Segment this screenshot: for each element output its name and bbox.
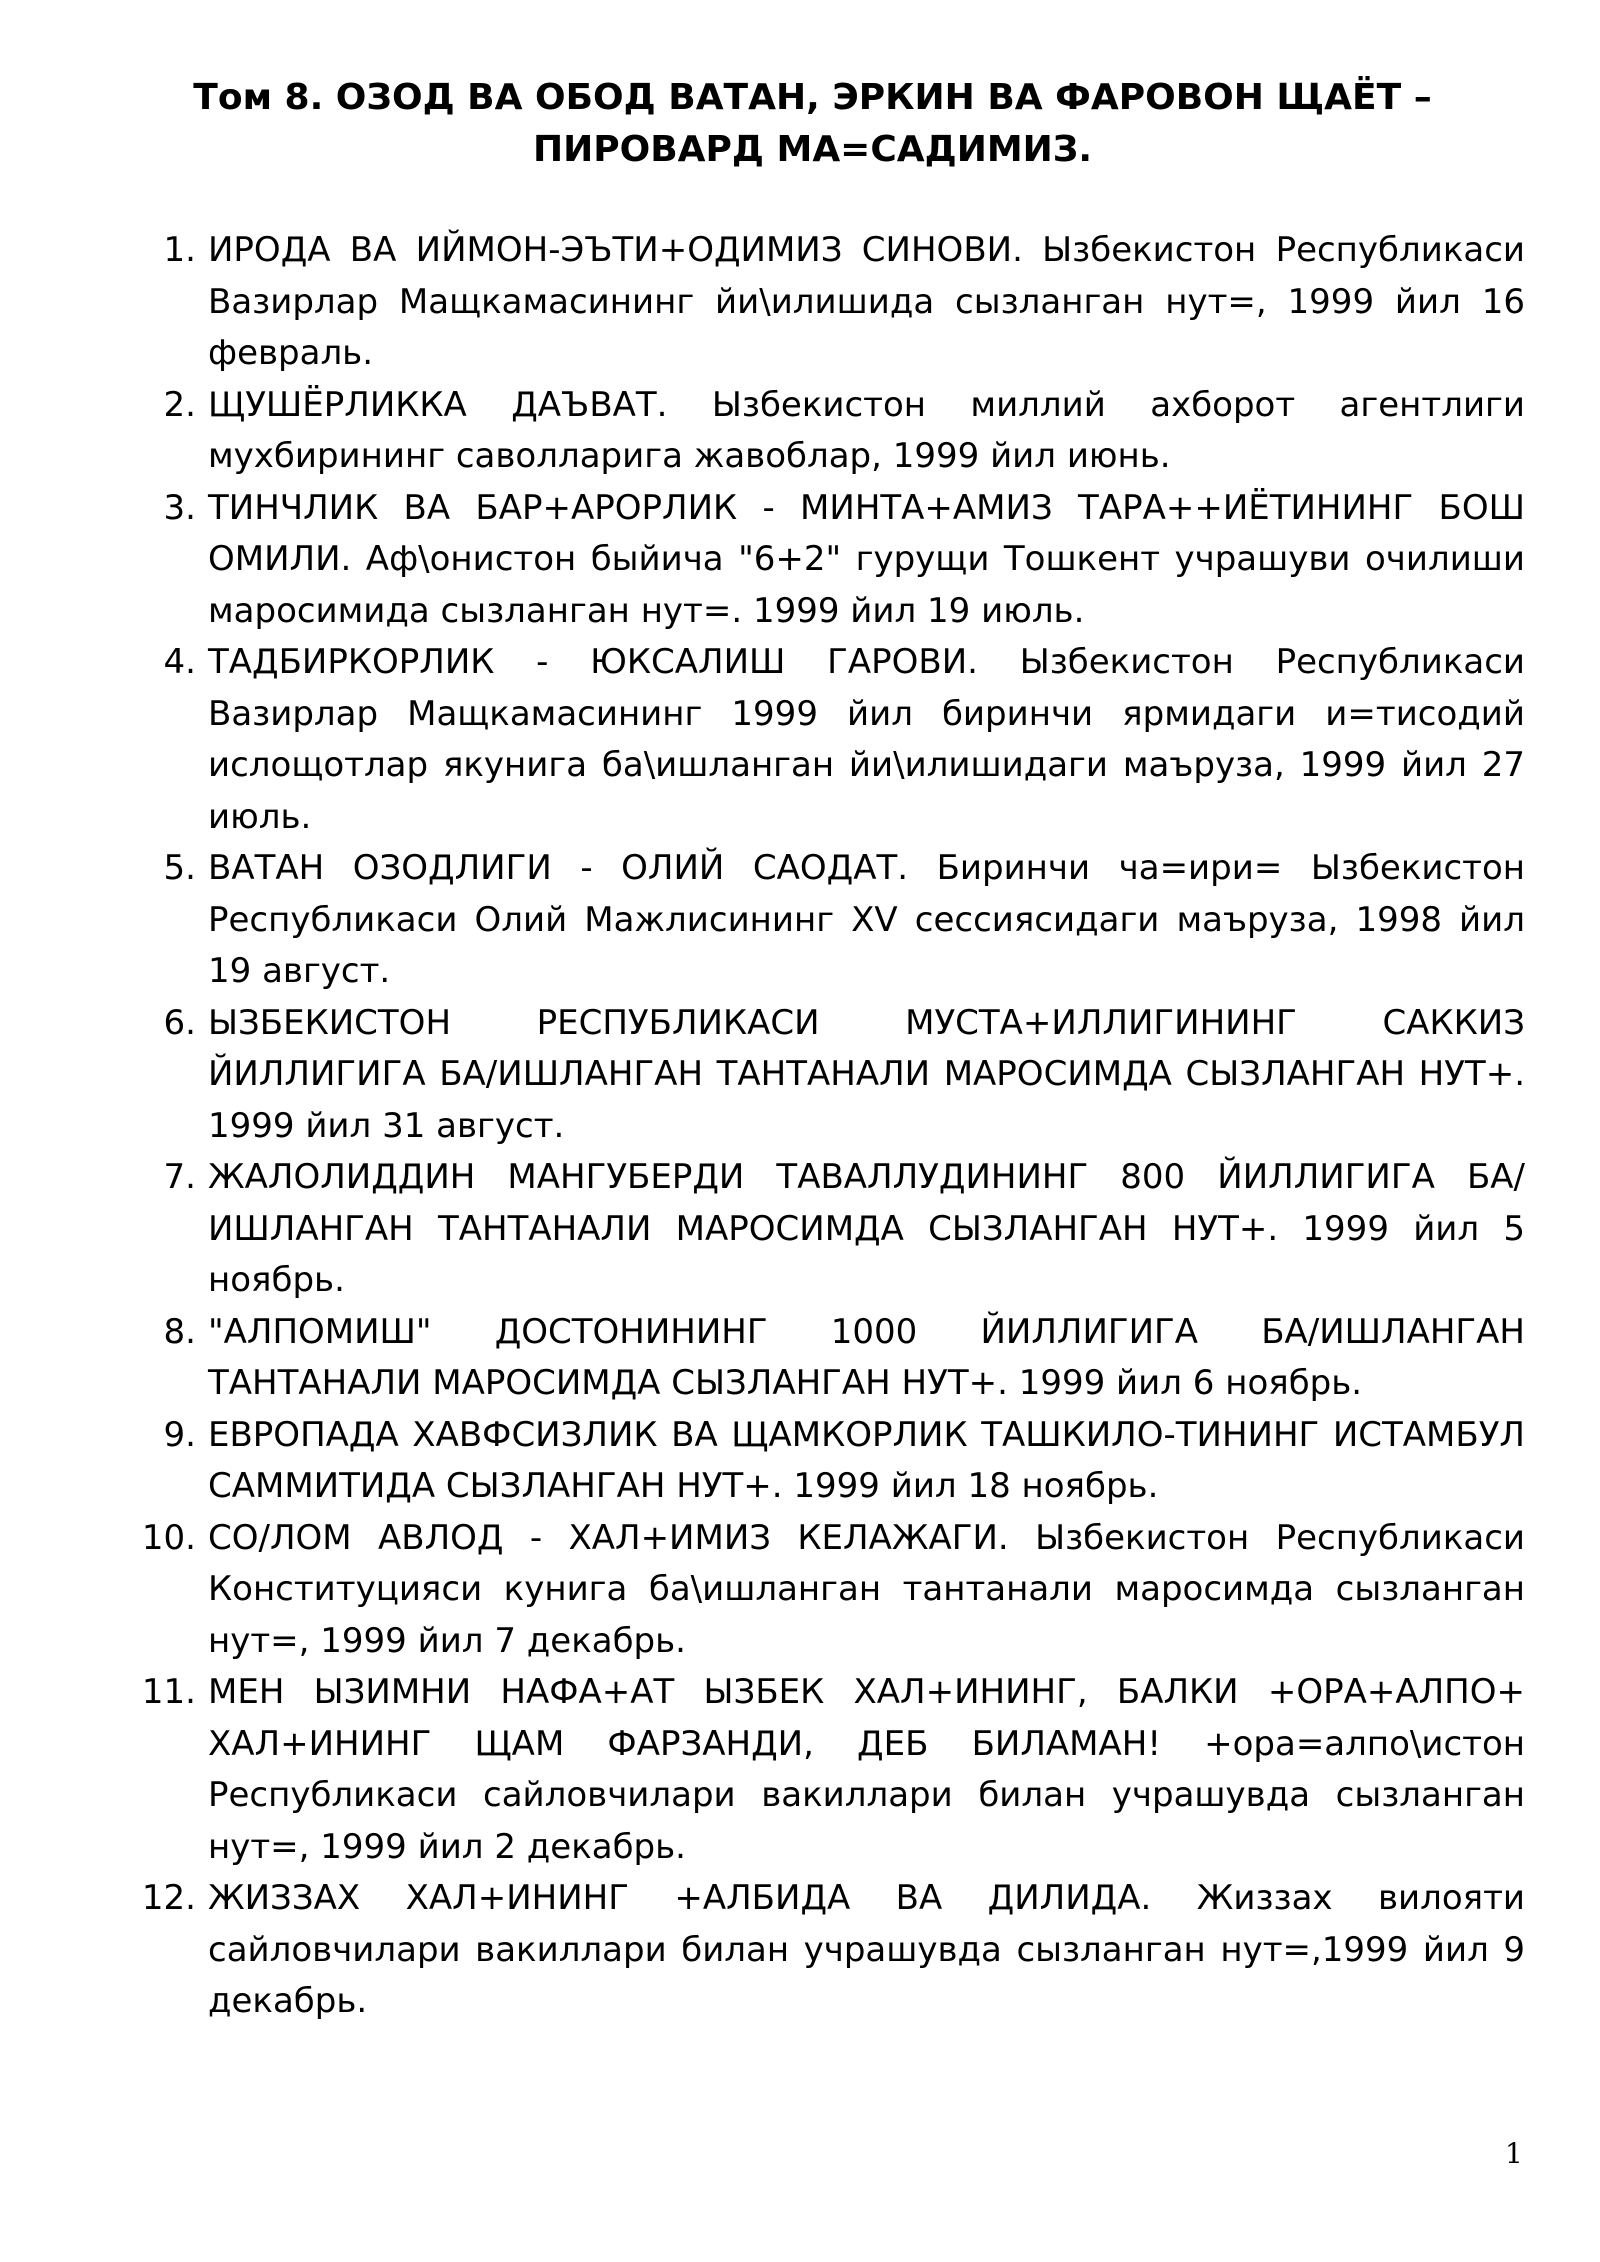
item-number: 9. (163, 1414, 196, 1455)
item-text: ВАТАН ОЗОДЛИГИ - ОЛИЙ САОДАТ. Биринчи ча=ири= Ызбекистон Республикаси Олий Мажлисининг XV сессиясидаги маъруза, 1998 йил 19 август. (208, 848, 1525, 991)
item-text: МЕН ЫЗИМНИ НАФА+АТ ЫЗБЕК ХАЛ+ИНИНГ, БАЛКИ +ОРА+АЛПО+ ХАЛ+ИНИНГ ЩАМ ФАРЗАНДИ, ДЕБ БИЛАМАН! +ора=алпо\истон Республикаси сайловчилари вакиллари билан учрашувда сызланган нут=, 1999 йил 2 декабрь. (208, 1672, 1525, 1867)
item-text: СО/ЛОМ АВЛОД - ХАЛ+ИМИЗ КЕЛАЖАГИ. Ызбекистон Республикаси Конституцияси кунига ба\ишланган тантанали маросимда сызланган нут=, 1999 йил 7 декабрь. (208, 1517, 1525, 1661)
item-text: ЖИЗЗАХ ХАЛ+ИНИНГ +АЛБИДА ВА ДИЛИДА. Жиззах вилояти сайловчилари вакиллари билан учрашувда сызланган нут=,1999 йил 9 декабрь. (208, 1878, 1525, 2021)
item-text: ЕВРОПАДА ХАВФСИЗЛИК ВА ЩАМКОРЛИК ТАШКИЛО-ТИНИНГ ИСТАМБУЛ САММИТИДА СЫЗЛАНГАН НУТ+. 1999 йил 18 ноябрь. (208, 1414, 1525, 1506)
item-text: "АЛПОМИШ" ДОСТОНИНИНГ 1000 ЙИЛЛИГИГА БА/ИШЛАНГАН ТАНТАНАЛИ МАРОСИМДА СЫЗЛАНГАН НУТ+. 1999 йил 6 ноябрь. (208, 1311, 1525, 1403)
item-text: ЩУШЁРЛИККА ДАЪВАТ. Ызбекистон миллий ахборот агентлиги мухбирининг саволларига жавоблар, 1999 йил июнь. (208, 384, 1525, 476)
list-item (140, 843, 1525, 998)
page-number: 1 (1505, 2137, 1523, 2170)
item-number: 3. (163, 487, 196, 528)
list-item (140, 1667, 1525, 1873)
item-text: ЫЗБЕКИСТОН РЕСПУБЛИКАСИ МУСТА+ИЛЛИГИНИНГ САККИЗ ЙИЛЛИГИГА БА/ИШЛАНГАН ТАНТАНАЛИ МАРОСИМДА СЫЗЛАНГАН НУТ+. 1999 йил 31 август. (208, 1002, 1525, 1146)
item-number: 7. (163, 1157, 196, 1197)
item-number: 8. (163, 1311, 196, 1352)
item-text: ЖАЛОЛИДДИН МАНГУБЕРДИ ТАВАЛЛУДИНИНГ 800 ЙИЛЛИГИГА БА/ИШЛАНГАН ТАНТАНАЛИ МАРОСИМДА СЫЗЛАНГАН НУТ+. 1999 йил 5 ноябрь. (208, 1157, 1525, 1300)
item-number: 11. (141, 1672, 196, 1712)
page-title: Том 8. ОЗОД ВА ОБОД ВАТАН, ЭРКИН ВА ФАРОВОН ЩАЁТ – ПИРОВАРД МА=САДИМИЗ. (193, 77, 1432, 170)
list-item (140, 1410, 1525, 1513)
item-text: ИРОДА ВА ИЙМОН-ЭЪТИ+ОДИМИЗ СИНОВИ. Ызбекистон Республикаси Вазирлар Мащкамасининг йи\илишида сызланган нут=, 1999 йил 16 февраль. (208, 230, 1525, 373)
list-item (140, 1513, 1525, 1668)
list-item (140, 483, 1525, 638)
item-number: 12. (141, 1878, 196, 1918)
list-item (140, 1873, 1525, 2028)
item-number: 5. (163, 848, 196, 888)
toc-list (140, 225, 1525, 2028)
item-number: 1. (163, 230, 196, 270)
item-number: 6. (163, 1002, 196, 1043)
list-item (140, 998, 1525, 1153)
item-text: ТАДБИРКОРЛИК - ЮКСАЛИШ ГАРОВИ. Ызбекистон Республикаси Вазирлар Мащкамасининг 1999 йил биринчи ярмидаги и=тисодий ислощотлар якунига ба\ишланган йи\илишидаги маъруза, 1999 йил 27 июль. (208, 642, 1525, 837)
list-item (140, 1307, 1525, 1410)
item-text: ТИНЧЛИК ВА БАР+АРОРЛИК - МИНТА+АМИЗ ТАРА++ИЁТИНИНГ БОШ ОМИЛИ. Аф\онистон быйича "6+2" гурущи Тошкент учрашуви очилиши маросимида сызланган нут=. 1999 йил 19 июль. (208, 487, 1525, 631)
item-number: 10. (141, 1517, 196, 1558)
item-number: 4. (163, 642, 196, 682)
item-number: 2. (163, 384, 196, 425)
list-item (140, 1152, 1525, 1307)
list-item (140, 225, 1525, 380)
list-item (140, 637, 1525, 843)
list-item (140, 380, 1525, 483)
